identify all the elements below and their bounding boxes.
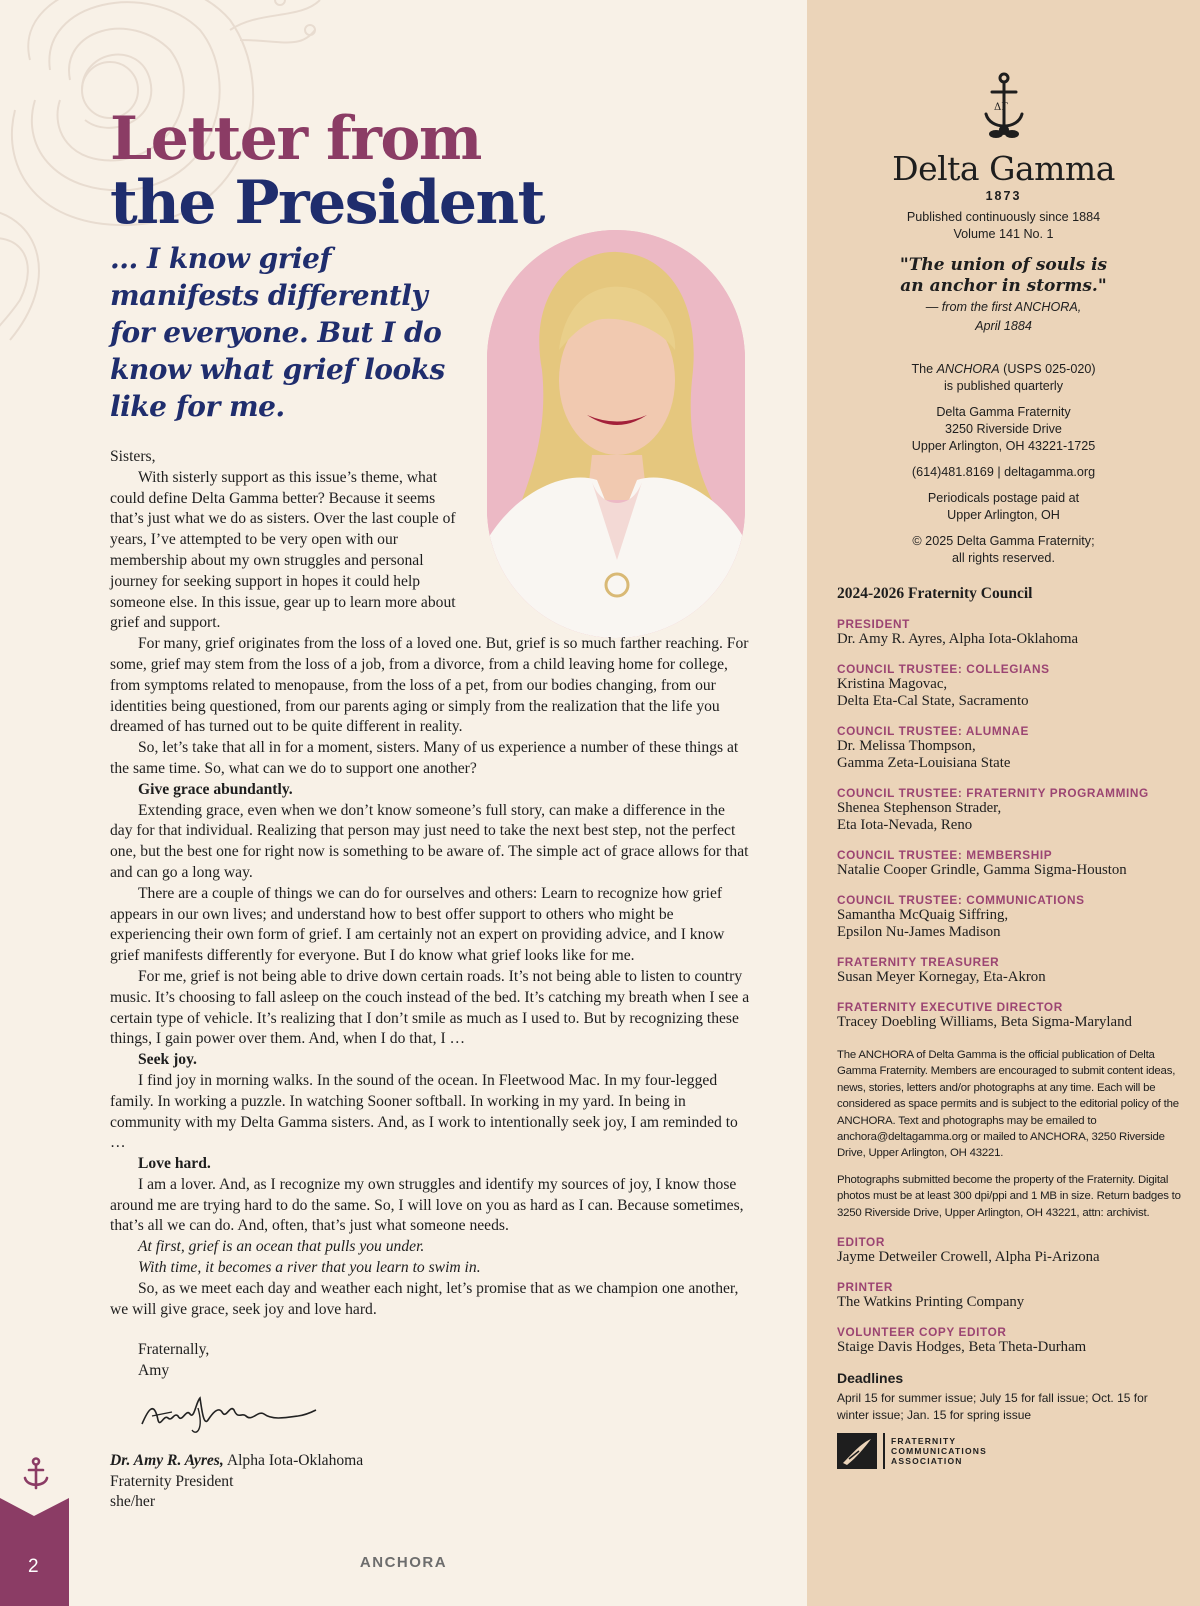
- council-role: FRATERNITY TREASURER: [837, 955, 1000, 969]
- published-line-2: Volume 141 No. 1: [953, 227, 1054, 241]
- pull-quote: ... I know grief manifests differently for everyone. But I do know what grief looks like for me.: [110, 242, 445, 423]
- handwritten-signature: [138, 1390, 318, 1438]
- section-heading: Love hard.: [138, 1155, 211, 1173]
- masthead-sidebar: [807, 0, 1200, 1606]
- salutation: Sisters,: [110, 448, 156, 465]
- council-list: [837, 585, 1182, 1469]
- signature-chapter: Alpha Iota-Oklahoma: [223, 1451, 364, 1469]
- published-line-1: Published continuously since 1884: [906, 210, 1101, 224]
- body-paragraph: For me, grief is not being able to drive down certain roads. It’s not being able to listen to country music. It’s choosing to fall asleep on the couch instead of the bed. It’s catching my breath when I see a certain type of vehicle. It’s realizing that I don’t smile as much as I used to. But by recognizing these things, I gain power over them. And, when I do that, I …: [110, 967, 750, 1048]
- council-role: COUNCIL TRUSTEE: FRATERNITY PROGRAMMING: [837, 786, 1149, 800]
- council-name: Dr. Amy R. Ayres, Alpha Iota-Oklahoma: [837, 631, 1079, 647]
- contact-line: (614)481.8169 | deltagamma.org: [911, 465, 1096, 479]
- section-heading: Seek joy.: [138, 1051, 197, 1069]
- council-name: Susan Meyer Kornegay, Eta-Akron: [837, 969, 1046, 985]
- council-role: COUNCIL TRUSTEE: COLLEGIANS: [837, 662, 1050, 676]
- anchor-logo-icon: [974, 72, 1034, 142]
- article-title-line-1: Letter from: [110, 104, 481, 174]
- closing-name: Amy: [138, 1362, 170, 1380]
- council-name: Shenea Stephenson Strader, Eta Iota-Nevada, Reno: [837, 800, 1002, 833]
- body-paragraph: For many, grief originates from the loss of a loved one. But, grief is so much farther reaching. For some, grief may stem from the loss of a job, from a divorce, from a child leaving home for college, from symptoms related to menopause, from the loss of a pet, from our bodies changing, from our identities being questioned, from our parents aging or simply from the realization that the life you dreamed of has turned out to be quite different in reality.: [110, 635, 749, 736]
- council-heading: 2024-2026 Fraternity Council: [837, 585, 1033, 602]
- body-paragraph: I find joy in morning walks. In the sound of the ocean. In Fleetwood Mac. In my four-legged family. In working a puzzle. In watching Sooner softball. In working in my yard. In being in community with my Delta Gamma sisters. And, as I work to intentionally seek joy, I am reminded to …: [110, 1071, 738, 1152]
- article-title-line-2: the President: [110, 168, 544, 238]
- council-name: Samantha McQuaig Siffring, Epsilon Nu-James Madison: [837, 907, 1009, 940]
- copyright-line-2: all rights reserved.: [952, 551, 1055, 565]
- brand-year: 1873: [985, 189, 1022, 203]
- council-role: COUNCIL TRUSTEE: MEMBERSHIP: [837, 848, 1053, 862]
- page-tab: [0, 1498, 69, 1606]
- fca-divider: [883, 1433, 885, 1469]
- signature-pronouns: she/her: [110, 1493, 156, 1511]
- org-city: Upper Arlington, OH 43221-1725: [911, 439, 1096, 453]
- fca-logo: [837, 1433, 1182, 1469]
- section-heading: Give grace abundantly.: [138, 780, 293, 798]
- staff-role: VOLUNTEER COPY EDITOR: [837, 1325, 1007, 1340]
- italic-quote-line: With time, it becomes a river that you learn to swim in.: [138, 1259, 481, 1277]
- fca-logo-icon: [837, 1433, 877, 1469]
- anchor-logo-letters: ΔΓ: [993, 102, 1008, 113]
- council-role: FRATERNITY EXECUTIVE DIRECTOR: [837, 1000, 1063, 1014]
- publication-footer: ANCHORA: [359, 1554, 448, 1571]
- deadlines-text: April 15 for summer issue; July 15 for fall issue; Oct. 15 for winter issue; Jan. 15 for spring issue: [837, 1391, 1148, 1422]
- staff-name: Jayme Detweiler Crowell, Alpha Pi-Arizona: [837, 1249, 1100, 1266]
- signature-name: Dr. Amy R. Ayres,: [110, 1451, 224, 1469]
- pub-post: (USPS 025-020): [999, 362, 1096, 376]
- pub-pre: The: [911, 362, 937, 376]
- council-role: COUNCIL TRUSTEE: ALUMNAE: [837, 724, 1030, 738]
- brand-masthead: [807, 72, 1200, 203]
- org-street: 3250 Riverside Drive: [945, 422, 1062, 436]
- motto-source-line-1: — from the first ANCHORA,: [925, 300, 1082, 314]
- staff-name: Staige Davis Hodges, Beta Theta-Durham: [837, 1339, 1087, 1356]
- council-role: COUNCIL TRUSTEE: COMMUNICATIONS: [837, 893, 1085, 907]
- body-paragraph: With sisterly support as this issue’s theme, what could define Delta Gamma better? Because it seems that’s just what we do as sisters. Over the last couple of years, I’ve attempted to be very open with our membership about my own struggles and personal journey for seeking support in hopes it could help someone else. In this issue, gear up to learn more about grief and support.: [110, 468, 456, 632]
- body-paragraph: So, let’s take that all in for a moment, sisters. Many of us experience a number of these things at the same time. So, what can we do to support one another?: [110, 739, 739, 777]
- copyright-line-1: © 2025 Delta Gamma Fraternity;: [912, 534, 1095, 548]
- body-paragraph: I am a lover. And, as I recognize my own struggles and identify my sources of joy, I know those around me are trying hard to do the same. So, I will love on you as hard as I can. Because sometimes, that’s all we can do. And, often, that’s just what someone needs.: [110, 1175, 744, 1235]
- anchor-icon: [22, 1457, 50, 1491]
- staff-role: EDITOR: [837, 1235, 885, 1250]
- org-name: Delta Gamma Fraternity: [936, 405, 1071, 419]
- publication-info: [807, 209, 1200, 576]
- council-name: Kristina Magovac, Delta Eta-Cal State, Sacramento: [837, 676, 1029, 709]
- council-name: Tracey Doebling Williams, Beta Sigma-Maryland: [837, 1014, 1132, 1030]
- page-number: 2: [28, 1556, 39, 1577]
- motto-source-line-2: April 1884: [975, 319, 1032, 333]
- body-paragraph: There are a couple of things we can do for ourselves and others: Learn to recognize how grief appears in our own lives; and understand how to best offer support to others who might be experiencing their own form of grief. I am certainly not an expert on providing advice, and I know grief manifests differently for everyone. But I do know what grief looks like for me.: [110, 884, 725, 965]
- motto: "The union of souls is an anchor in storms.": [899, 255, 1108, 296]
- postage-line-2: Upper Arlington, OH: [947, 508, 1060, 522]
- body-paragraph: Extending grace, even when we don’t know someone’s full story, can make a difference in the day for that individual. Realizing that person may just need to take the next best step, not the perfect one, but the best one for right now is something to be aware of. The simple act of grace allows for that and can go a long way.: [110, 801, 749, 881]
- deadlines-title: Deadlines: [837, 1370, 904, 1387]
- brand-name: Delta Gamma: [892, 149, 1115, 188]
- closing: Fraternally,: [138, 1341, 210, 1359]
- photos-note: Photographs submitted become the property of the Fraternity. Digital photos must be at least 300 dpi/ppi and 1 MB in size. Return badges to 3250 Riverside Drive, Upper Arlington, OH 43221, attn: archivist.: [837, 1173, 1181, 1219]
- staff-role: PRINTER: [837, 1280, 893, 1295]
- submissions-note: The ANCHORA of Delta Gamma is the official publication of Delta Gamma Fraternity. Members are encouraged to submit content ideas, news, stories, letters and/or photographs at any time. Each will be considered as space permits and is subject to the editorial policy of the ANCHORA. Text and photographs may be emailed to anchora@deltagamma.org or mailed to ANCHORA, 3250 Riverside Drive, Upper Arlington, OH 43221.: [837, 1049, 1179, 1160]
- letter-body: [110, 447, 750, 1513]
- pub-name: ANCHORA: [936, 362, 1000, 376]
- council-name: Natalie Cooper Grindle, Gamma Sigma-Houston: [837, 862, 1127, 878]
- postage-line-1: Periodicals postage paid at: [927, 491, 1080, 505]
- fca-label: FRATERNITY COMMUNICATIONS ASSOCIATION: [891, 1436, 987, 1467]
- pub-frequency: is published quarterly: [943, 379, 1063, 393]
- italic-quote-line: At first, grief is an ocean that pulls you under.: [138, 1238, 425, 1256]
- staff-name: The Watkins Printing Company: [837, 1294, 1025, 1311]
- signature-title: Fraternity President: [110, 1472, 234, 1490]
- council-role: PRESIDENT: [837, 617, 910, 631]
- council-name: Dr. Melissa Thompson, Gamma Zeta-Louisiana State: [837, 738, 1011, 771]
- body-paragraph: So, as we meet each day and weather each night, let’s promise that as we champion one another, we will give grace, seek joy and love hard.: [110, 1279, 739, 1318]
